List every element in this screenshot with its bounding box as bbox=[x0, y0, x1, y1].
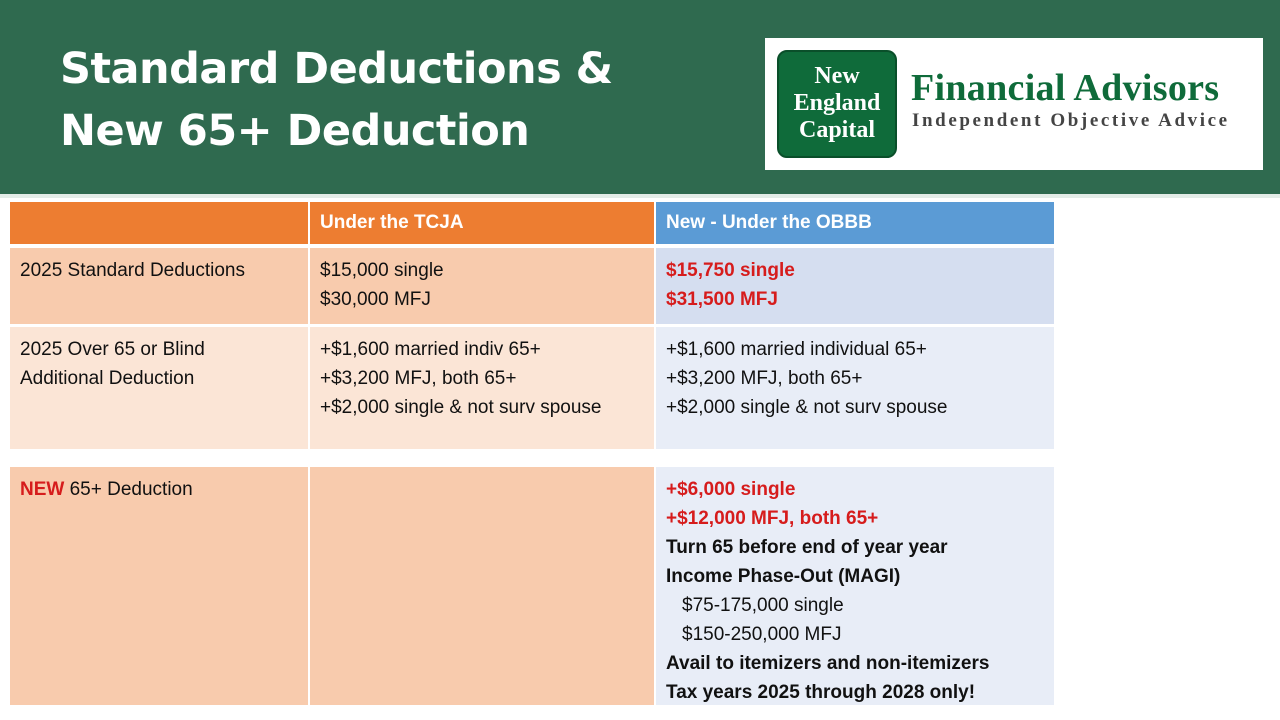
logo-badge-line-3: Capital bbox=[798, 117, 875, 143]
row-new-label bbox=[10, 467, 308, 705]
row-standard-label: 2025 Standard Deductions bbox=[10, 248, 308, 324]
logo-tagline: Independent Objective Advice bbox=[912, 110, 1230, 131]
row-new-obbb: +$6,000 single +$12,000 MFJ, both 65+ Turn 65 before end of year year Income Phase-Out (MAGI) $75-175,000 single $150-250,000 MFJ Avail to itemizers and non-itemizers Tax years 2025 through 2028 only! bbox=[656, 467, 1054, 705]
company-logo bbox=[765, 38, 1263, 170]
new-row-label-text: 65+ Deduction bbox=[64, 479, 193, 500]
logo-badge bbox=[777, 50, 897, 158]
table-header-obbb bbox=[656, 202, 1054, 244]
table-header-label bbox=[10, 202, 308, 244]
logo-company-name: Financial Advisors bbox=[911, 67, 1220, 109]
obbb-header-text: New - Under the OBBB bbox=[666, 212, 872, 233]
new-badge: NEW bbox=[20, 479, 65, 500]
row-additional-obbb: +$1,600 married individual 65+ +$3,200 MFJ, both 65+ +$2,000 single & not surv spouse bbox=[656, 327, 1054, 449]
logo-badge-line-2: England bbox=[793, 90, 881, 116]
row-additional-label: 2025 Over 65 or Blind Additional Deduction bbox=[10, 327, 308, 449]
tcja-header-text: Under the TCJA bbox=[320, 212, 464, 233]
logo-badge-line-1: New bbox=[814, 63, 860, 89]
title-line-1: Standard Deductions & bbox=[60, 44, 613, 94]
row-standard-obbb: $15,750 single $31,500 MFJ bbox=[656, 248, 1054, 324]
row-standard-tcja: $15,000 single $30,000 MFJ bbox=[310, 248, 654, 324]
header-divider bbox=[0, 194, 1280, 198]
slide-header bbox=[0, 0, 1280, 194]
slide-title bbox=[60, 38, 613, 162]
row-additional-tcja: +$1,600 married indiv 65+ +$3,200 MFJ, both 65+ +$2,000 single & not surv spouse bbox=[310, 327, 654, 449]
row-new-tcja bbox=[310, 467, 654, 705]
title-line-2: New 65+ Deduction bbox=[60, 106, 530, 156]
table-header-tcja bbox=[310, 202, 654, 244]
